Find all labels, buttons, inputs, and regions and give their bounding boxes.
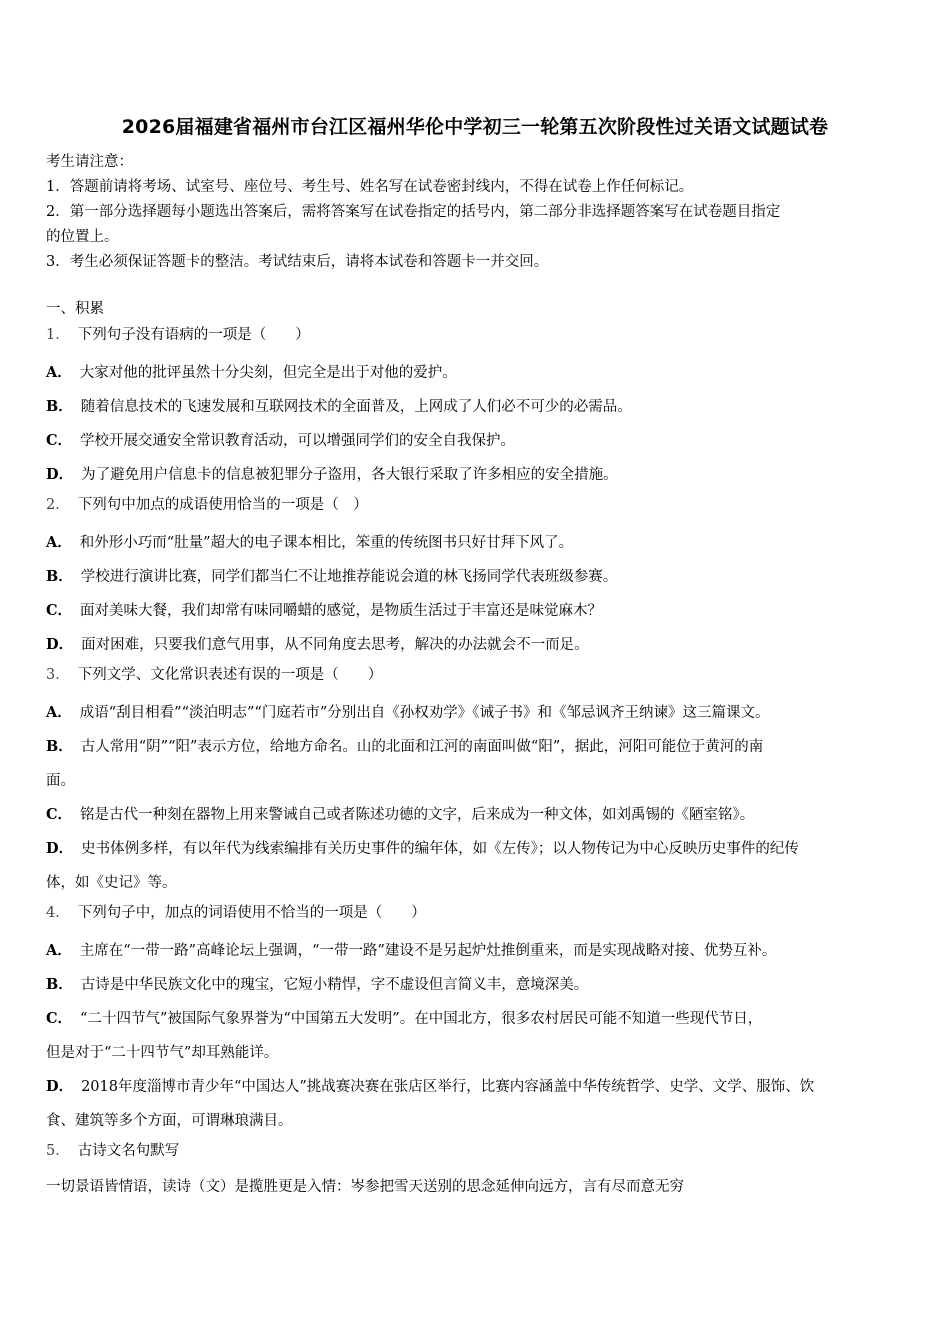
question-1-option-c	[46, 424, 908, 458]
option-text: 古诗是中华民族文化中的瑰宝，它短小精悍，字不虚设但言简义丰，意境深美。	[80, 977, 589, 993]
question-number: 5．	[46, 1143, 70, 1159]
question-number: 1．	[46, 327, 70, 343]
question-number: 2．	[46, 497, 70, 513]
option-text: 铭是古代一种刻在器物上用来警诫自己或者陈述功德的文字，后来成为一种文体，如刘禹锡的《陋室铭》。	[80, 807, 755, 823]
option-label: C．	[46, 1010, 73, 1027]
option-label: C．	[46, 806, 73, 823]
notice-heading: 考生请注意：	[46, 154, 133, 170]
questions-list	[46, 322, 908, 1202]
option-label: B．	[46, 738, 73, 755]
question-4-option-a	[46, 934, 908, 968]
option-text: 大家对他的批评虽然十分尖刻，但完全是出于对他的爱护。	[79, 365, 457, 381]
option-label: A．	[46, 942, 72, 959]
question-3-option-d-cont: 体，如《史记》等。	[46, 875, 177, 891]
question-text: 下列句子中，加点的词语使用不恰当的一项是（ ）	[77, 905, 426, 921]
option-text: 史书体例多样，有以年代为线索编排有关历史事件的编年体，如《左传》；以人物传记为中心反映历史事件的纪传	[81, 841, 799, 857]
option-text: 为了避免用户信息卡的信息被犯罪分子盗用，各大银行采取了许多相应的安全措施。	[81, 467, 618, 483]
question-3-option-b	[46, 730, 908, 764]
option-label: A．	[46, 534, 72, 551]
option-label: D．	[46, 840, 74, 857]
option-text: 学校进行演讲比赛，同学们都当仁不让地推荐能说会道的林飞扬同学代表班级参赛。	[80, 569, 618, 585]
question-2-stem	[46, 492, 908, 526]
question-3-option-d	[46, 832, 908, 866]
question-3-option-c	[46, 798, 908, 832]
question-1-option-b	[46, 390, 908, 424]
option-label: D．	[46, 636, 74, 653]
question-text: 下列句中加点的成语使用恰当的一项是（ ）	[77, 497, 368, 513]
notice-block	[46, 150, 908, 275]
option-text: 面对美味大餐，我们却常有味同嚼蜡的感觉，是物质生活过于丰富还是味觉麻木？	[80, 603, 603, 619]
question-3-option-a	[46, 696, 908, 730]
option-label: C．	[46, 602, 73, 619]
question-2-option-d	[46, 628, 908, 662]
question-2-option-b	[46, 560, 908, 594]
question-1-stem	[46, 322, 908, 356]
option-label: B．	[46, 398, 73, 415]
option-text: 和外形小巧而“肚量”超大的电子课本相比，笨重的传统图书只好甘拜下风了。	[79, 535, 574, 551]
question-text: 下列句子没有语病的一项是（ ）	[77, 327, 310, 343]
option-label: D．	[46, 466, 74, 483]
option-text: 主席在“一带一路”高峰论坛上强调，“一带一路”建设不是另起炉灶推倒重来，而是实现战略对接、优势互补。	[79, 943, 777, 959]
option-label: B．	[46, 568, 73, 585]
notice-item: 2．第一部分选择题每小题选出答案后，需将答案写在试卷指定的括号内，第二部分非选择题答案写在试卷题目指定	[46, 204, 781, 220]
question-number: 4．	[46, 905, 70, 921]
option-text: 古人常用“阴”“阳”表示方位，给地方命名。山的北面和江河的南面叫做“阳”，据此，河阳可能位于黄河的南	[80, 739, 764, 755]
question-text: 下列文学、文化常识表述有误的一项是（ ）	[77, 667, 383, 683]
question-4-option-d	[46, 1070, 908, 1104]
question-1-option-a	[46, 356, 908, 390]
option-text: 学校开展交通安全常识教育活动，可以增强同学们的安全自我保护。	[80, 433, 516, 449]
question-3-option-b-cont: 面。	[46, 773, 75, 789]
option-label: D．	[46, 1078, 74, 1095]
question-number: 3．	[46, 667, 70, 683]
option-label: A．	[46, 364, 72, 381]
question-4-stem	[46, 900, 908, 934]
section-heading: 一、积累	[46, 301, 104, 317]
option-text: “二十四节气”被国际气象界誉为“中国第五大发明”。在中国北方，很多农村居民可能不知道一些现代节日，	[80, 1011, 763, 1027]
notice-item: 3．考生必须保证答题卡的整洁。考试结束后，请将本试卷和答题卡一并交回。	[46, 254, 549, 270]
notice-item: 1．答题前请将考场、试室号、座位号、考生号、姓名写在试卷密封线内，不得在试卷上作任何标记。	[46, 179, 694, 195]
question-5-stem	[46, 1138, 908, 1172]
question-4-option-c	[46, 1002, 908, 1036]
option-text: 2018年度淄博市青少年“中国达人”挑战赛决赛在张店区举行，比赛内容涵盖中华传统哲学、史学、文学、服饰、饮	[81, 1079, 815, 1095]
question-text: 古诗文名句默写	[77, 1143, 180, 1159]
option-label: A．	[46, 704, 72, 721]
exam-title: 2026届福建省福州市台江区福州华伦中学初三一轮第五次阶段性过关语文试题试卷	[121, 116, 829, 138]
question-4-option-c-cont: 但是对于“二十四节气”却耳熟能详。	[46, 1045, 279, 1061]
question-1-option-d	[46, 458, 908, 492]
option-text: 面对困难，只要我们意气用事，从不同角度去思考，解决的办法就会不一而足。	[81, 637, 589, 653]
option-text: 成语“刮目相看”“淡泊明志”“门庭若市”分别出自《孙权劝学》《诫子书》和《邹忌讽齐王纳谏》这三篇课文。	[79, 705, 770, 721]
question-2-option-a	[46, 526, 908, 560]
question-3-stem	[46, 662, 908, 696]
option-label: B．	[46, 976, 73, 993]
notice-item: 的位置上。	[46, 229, 119, 245]
question-4-option-b	[46, 968, 908, 1002]
option-text: 随着信息技术的飞速发展和互联网技术的全面普及，上网成了人们必不可少的必需品。	[80, 399, 632, 415]
question-2-option-c	[46, 594, 908, 628]
option-label: C．	[46, 432, 73, 449]
question-4-option-d-cont: 食、建筑等多个方面，可谓琳琅满目。	[46, 1113, 293, 1129]
question-5-passage: 一切景语皆情语，读诗（文）是揽胜更是入情：岑参把雪天送别的思念延伸向远方，言有尽而意无穷	[46, 1179, 684, 1195]
